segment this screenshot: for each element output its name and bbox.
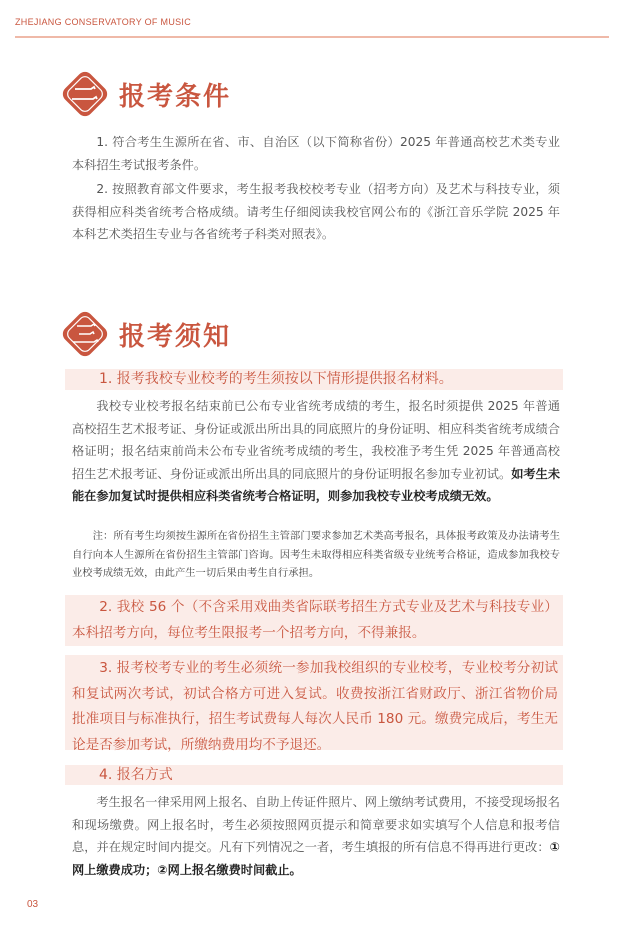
page-header-title: ZHEJIANG CONSERVATORY OF MUSIC	[15, 17, 192, 27]
notice-item-1-heading-bar	[65, 369, 563, 390]
notice-item-1-body-text: 我校专业校考报名结束前已公布专业省统考成绩的考生，报名时须提供 2025 年普通高校招生艺术报考证、身份证或派出所出具的同底照片的身份证明、相应科类省统考成绩合格证明；报名结束前尚未公布专业省统考成绩的考生，我校准予考生凭 2025 年普通高校招生艺术报考证、身份证或派出所出具的同底照片的身份证明报名参加专业初试。	[72, 399, 560, 481]
notice-item-1-body-emphasis: 如考生未能在参加复试时提供相应科类省统考合格证明，则参加我校专业校考成绩无效。	[72, 466, 561, 503]
diamond-numeral-two-icon	[57, 66, 113, 122]
page-number: 03	[27, 899, 39, 910]
notice-item-1-note: 注：所有考生均须按生源所在省份招生主管部门要求参加艺术类高考报名，具体报考政策及办法请考生自行向本人生源所在省份招生主管部门咨询。因考生未取得相应科类省级专业统考合格证，造成参加我校专业校考成绩无效，由此产生一切后果由考生自行承担。	[72, 530, 560, 579]
diamond-numeral-three-icon	[57, 306, 113, 362]
requirement-paragraph-2: 2. 按照教育部文件要求，考生报考我校校考专业（招考方向）及艺术与科技专业，须获得相应科类省统考合格成绩。请考生仔细阅读我校官网公布的《浙江音乐学院 2025 年本科艺术类招生专业与各省统考子科类对照表》。	[72, 182, 560, 241]
notice-item-4-heading: 4. 报名方式	[99, 767, 173, 783]
requirement-paragraph-1: 1. 符合考生生源所在省、市、自治区（以下简称省份）2025 年普通高校艺术类专业本科招生考试报考条件。	[72, 135, 560, 172]
section-heading-requirements	[57, 66, 231, 122]
notice-item-3-text: 3. 报考校考专业的考生必须统一参加我校组织的专业校考，专业校考分初试和复试两次考试，初试合格方可进入复试。收费按浙江省财政厅、浙江省物价局批准项目与标准执行，招生考试费每人每次人民币 180 元。缴费完成后，考生无论是否参加考试，所缴纳费用均不予退还。	[72, 660, 558, 753]
notice-item-4-body-emphasis: ①网上缴费成功；②网上报名缴费时间截止。	[72, 840, 560, 877]
notice-item-4-heading-bar	[65, 765, 563, 785]
notice-item-4-body	[72, 791, 560, 881]
section-heading-notices	[57, 306, 231, 362]
header-rule	[15, 36, 609, 38]
notice-item-3-box	[65, 655, 563, 753]
notice-item-2-box	[65, 595, 563, 646]
section-title: 报考须知	[119, 321, 232, 352]
notice-item-4-body-text: 考生报名一律采用网上报名、自助上传证件照片、网上缴纳考试费用，不接受现场报名和现场缴费。网上报名时，考生必须按照网页提示和简章要求如实填写个人信息和报考信息，并在规定时间内提交。凡有下列情况之一者，考生填报的所有信息不得再进行更改：	[72, 795, 560, 854]
notice-item-2-text: 2. 我校 56 个（不含采用戏曲类省际联考招生方式专业及艺术与科技专业）本科招考方向，每位考生限报考一个招考方向，不得兼报。	[72, 599, 558, 641]
notice-item-1-body	[72, 395, 560, 508]
section-title: 报考条件	[119, 81, 232, 112]
notice-item-1-heading: 1. 报考我校专业校考的考生须按以下情形提供报名材料。	[99, 371, 453, 387]
